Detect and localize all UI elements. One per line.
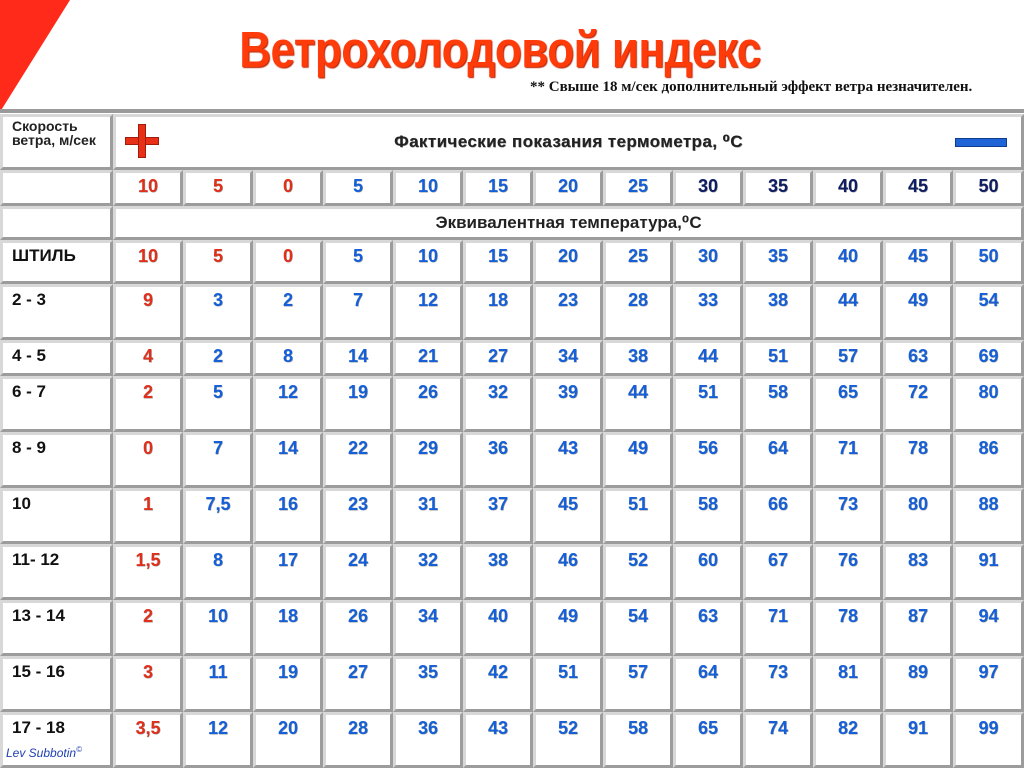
- wind-speed-label: 4 - 5: [0, 340, 113, 376]
- equivalent-temp-cell: 94: [953, 600, 1024, 656]
- temperature-cell: 45: [883, 170, 953, 206]
- equivalent-temp-cell: 36: [393, 712, 463, 768]
- equivalent-temp-cell: 8: [253, 340, 323, 376]
- equivalent-temp-cell: 80: [883, 488, 953, 544]
- equivalent-temp-cell: 69: [953, 340, 1024, 376]
- equivalent-temp-cell: 20: [533, 240, 603, 284]
- equivalent-temp-cell: 16: [253, 488, 323, 544]
- equivalent-temp-cell: 33: [673, 284, 743, 340]
- equivalent-temp-cell: 12: [393, 284, 463, 340]
- wind-speed-label: 6 - 7: [0, 376, 113, 432]
- equivalent-temp-cell: 51: [673, 376, 743, 432]
- equivalent-temp-cell: 1,5: [113, 544, 183, 600]
- equivalent-temp-cell: 42: [463, 656, 533, 712]
- equivalent-temp-cell: 21: [393, 340, 463, 376]
- temperature-cell: 15: [463, 170, 533, 206]
- equivalent-temp-cell: 2: [183, 340, 253, 376]
- temperature-cell: 10: [113, 170, 183, 206]
- equivalent-temp-cell: 51: [743, 340, 813, 376]
- equivalent-temp-cell: 31: [393, 488, 463, 544]
- equivalent-temp-cell: 10: [113, 240, 183, 284]
- equivalent-temp-cell: 19: [253, 656, 323, 712]
- wind-speed-header: Скорость ветра, м/сек: [0, 114, 113, 170]
- equivalent-temp-cell: 17: [253, 544, 323, 600]
- equivalent-temp-cell: 25: [603, 240, 673, 284]
- equivalent-temp-cell: 49: [603, 432, 673, 488]
- equivalent-temp-cell: 5: [323, 240, 393, 284]
- equivalent-temp-cell: 7: [323, 284, 393, 340]
- equivalent-temp-cell: 35: [393, 656, 463, 712]
- thermometer-header: [113, 114, 1024, 170]
- wind-speed-label: ШТИЛЬ: [0, 240, 113, 284]
- plus-icon: [125, 124, 159, 158]
- equivalent-temp-cell: 30: [673, 240, 743, 284]
- equivalent-temp-cell: 10: [393, 240, 463, 284]
- header-divider: [0, 109, 1024, 113]
- temperature-cell: 0: [253, 170, 323, 206]
- temperature-cell: 10: [393, 170, 463, 206]
- equivalent-temp-cell: 64: [743, 432, 813, 488]
- table-row: [0, 712, 1024, 768]
- equivalent-temp-cell: 44: [813, 284, 883, 340]
- equivalent-temp-cell: 44: [603, 376, 673, 432]
- equivalent-temp-cell: 14: [323, 340, 393, 376]
- equivalent-temp-cell: 23: [323, 488, 393, 544]
- equivalent-temp-cell: 5: [183, 240, 253, 284]
- wind-speed-label: 8 - 9: [0, 432, 113, 488]
- temperature-cell: 5: [183, 170, 253, 206]
- copyright-mark: ©: [76, 745, 82, 754]
- equivalent-temp-cell: 78: [813, 600, 883, 656]
- equivalent-temp-cell: 51: [603, 488, 673, 544]
- table-row: [0, 284, 1024, 340]
- equivalent-temp-cell: 2: [113, 600, 183, 656]
- temperature-cell: 30: [673, 170, 743, 206]
- equivalent-temp-cell: 29: [393, 432, 463, 488]
- equivalent-temp-cell: 34: [393, 600, 463, 656]
- equivalent-temp-cell: 7,5: [183, 488, 253, 544]
- equivalent-temp-cell: 71: [813, 432, 883, 488]
- temperature-cell: 50: [953, 170, 1024, 206]
- equivalent-temp-cell: 71: [743, 600, 813, 656]
- wind-speed-label: 11- 12: [0, 544, 113, 600]
- equivalent-temp-cell: 22: [323, 432, 393, 488]
- equivalent-temp-cell: 54: [603, 600, 673, 656]
- equivalent-temp-cell: 38: [463, 544, 533, 600]
- wind-chill-table: [0, 114, 1024, 768]
- equivalent-temp-cell: 39: [533, 376, 603, 432]
- equivalent-header: Эквивалентная температура,⁰С: [113, 206, 1024, 240]
- equivalent-temp-cell: 12: [253, 376, 323, 432]
- table-row: [0, 376, 1024, 432]
- equivalent-temp-cell: 87: [883, 600, 953, 656]
- equivalent-temp-cell: 63: [883, 340, 953, 376]
- temperature-cell: 20: [533, 170, 603, 206]
- equivalent-temp-cell: 43: [463, 712, 533, 768]
- equivalent-temp-cell: 23: [533, 284, 603, 340]
- equivalent-temp-cell: 82: [813, 712, 883, 768]
- equivalent-temp-cell: 3,5: [113, 712, 183, 768]
- equivalent-temp-cell: 49: [533, 600, 603, 656]
- table-row: [0, 240, 1024, 284]
- wind-speed-label: 13 - 14: [0, 600, 113, 656]
- equivalent-temp-cell: 3: [113, 656, 183, 712]
- equivalent-temp-cell: 50: [953, 240, 1024, 284]
- equivalent-temp-cell: 64: [673, 656, 743, 712]
- wind-speed-label: 15 - 16: [0, 656, 113, 712]
- equivalent-temp-cell: 81: [813, 656, 883, 712]
- equivalent-temp-cell: 66: [743, 488, 813, 544]
- footer-credit: [6, 745, 82, 760]
- wind-speed-label: 2 - 3: [0, 284, 113, 340]
- equivalent-temp-cell: 32: [393, 544, 463, 600]
- equivalent-temp-cell: 63: [673, 600, 743, 656]
- thermometer-label: Фактические показания термометра, ⁰С: [394, 132, 743, 151]
- minus-icon: [955, 138, 1007, 147]
- equivalent-temp-cell: 54: [953, 284, 1024, 340]
- equivalent-temp-cell: 80: [953, 376, 1024, 432]
- author-name: Lev Subbotin: [6, 746, 77, 760]
- equivalent-temp-cell: 91: [953, 544, 1024, 600]
- wind-note: ** Свыше 18 м/сек дополнительный эффект ветра незначителен.: [530, 79, 973, 95]
- equivalent-row-label: [0, 206, 113, 240]
- equivalent-temp-cell: 2: [113, 376, 183, 432]
- equivalent-temp-cell: 56: [673, 432, 743, 488]
- equivalent-temp-cell: 36: [463, 432, 533, 488]
- equivalent-temp-cell: 28: [603, 284, 673, 340]
- equivalent-temp-cell: 49: [883, 284, 953, 340]
- equivalent-temp-cell: 57: [603, 656, 673, 712]
- equivalent-temp-cell: 74: [743, 712, 813, 768]
- equivalent-temp-cell: 7: [183, 432, 253, 488]
- equivalent-temp-cell: 35: [743, 240, 813, 284]
- equivalent-temp-cell: 78: [883, 432, 953, 488]
- equivalent-header-row: [0, 206, 1024, 240]
- equivalent-temp-cell: 44: [673, 340, 743, 376]
- equivalent-temp-cell: 57: [813, 340, 883, 376]
- equivalent-temp-cell: 99: [953, 712, 1024, 768]
- equivalent-temp-cell: 58: [603, 712, 673, 768]
- equivalent-temp-cell: 52: [603, 544, 673, 600]
- temperature-row: [0, 170, 1024, 206]
- temperature-cell: 40: [813, 170, 883, 206]
- equivalent-temp-cell: 89: [883, 656, 953, 712]
- table-row: [0, 488, 1024, 544]
- equivalent-temp-cell: 45: [533, 488, 603, 544]
- wind-speed-label: 10: [0, 488, 113, 544]
- equivalent-temp-cell: 76: [813, 544, 883, 600]
- equivalent-temp-cell: 97: [953, 656, 1024, 712]
- equivalent-temp-cell: 37: [463, 488, 533, 544]
- equivalent-temp-cell: 0: [253, 240, 323, 284]
- equivalent-temp-cell: 2: [253, 284, 323, 340]
- equivalent-temp-cell: 27: [463, 340, 533, 376]
- equivalent-temp-cell: 1: [113, 488, 183, 544]
- equivalent-temp-cell: 43: [533, 432, 603, 488]
- equivalent-temp-cell: 15: [463, 240, 533, 284]
- table-row: [0, 340, 1024, 376]
- equivalent-temp-cell: 18: [463, 284, 533, 340]
- temperature-cell: 25: [603, 170, 673, 206]
- table-row: [0, 656, 1024, 712]
- temperature-row-label: [0, 170, 113, 206]
- equivalent-temp-cell: 58: [673, 488, 743, 544]
- equivalent-temp-cell: 14: [253, 432, 323, 488]
- equivalent-temp-cell: 51: [533, 656, 603, 712]
- equivalent-temp-cell: 60: [673, 544, 743, 600]
- equivalent-temp-cell: 10: [183, 600, 253, 656]
- table-row: [0, 600, 1024, 656]
- equivalent-temp-cell: 65: [813, 376, 883, 432]
- equivalent-temp-cell: 32: [463, 376, 533, 432]
- equivalent-temp-cell: 28: [323, 712, 393, 768]
- equivalent-temp-cell: 9: [113, 284, 183, 340]
- equivalent-temp-cell: 18: [253, 600, 323, 656]
- equivalent-temp-cell: 24: [323, 544, 393, 600]
- equivalent-temp-cell: 34: [533, 340, 603, 376]
- equivalent-temp-cell: 45: [883, 240, 953, 284]
- equivalent-temp-cell: 86: [953, 432, 1024, 488]
- equivalent-temp-cell: 20: [253, 712, 323, 768]
- wind-speed-label: 17 - 18: [0, 712, 113, 768]
- equivalent-temp-cell: 0: [113, 432, 183, 488]
- equivalent-temp-cell: 11: [183, 656, 253, 712]
- equivalent-temp-cell: 73: [743, 656, 813, 712]
- equivalent-temp-cell: 27: [323, 656, 393, 712]
- equivalent-temp-cell: 38: [743, 284, 813, 340]
- temperature-cell: 5: [323, 170, 393, 206]
- table-row: [0, 544, 1024, 600]
- equivalent-temp-cell: 91: [883, 712, 953, 768]
- equivalent-temp-cell: 58: [743, 376, 813, 432]
- equivalent-temp-cell: 26: [323, 600, 393, 656]
- table-row: [0, 432, 1024, 488]
- thermometer-header-row: [0, 114, 1024, 170]
- equivalent-temp-cell: 40: [813, 240, 883, 284]
- equivalent-temp-cell: 26: [393, 376, 463, 432]
- equivalent-temp-cell: 83: [883, 544, 953, 600]
- equivalent-temp-cell: 4: [113, 340, 183, 376]
- page-title: Ветрохолодовой индекс: [239, 22, 761, 79]
- equivalent-temp-cell: 67: [743, 544, 813, 600]
- equivalent-temp-cell: 3: [183, 284, 253, 340]
- equivalent-temp-cell: 88: [953, 488, 1024, 544]
- equivalent-temp-cell: 72: [883, 376, 953, 432]
- equivalent-temp-cell: 8: [183, 544, 253, 600]
- temperature-cell: 35: [743, 170, 813, 206]
- equivalent-temp-cell: 19: [323, 376, 393, 432]
- equivalent-temp-cell: 46: [533, 544, 603, 600]
- equivalent-temp-cell: 52: [533, 712, 603, 768]
- equivalent-temp-cell: 12: [183, 712, 253, 768]
- equivalent-temp-cell: 5: [183, 376, 253, 432]
- equivalent-temp-cell: 40: [463, 600, 533, 656]
- equivalent-temp-cell: 65: [673, 712, 743, 768]
- equivalent-temp-cell: 73: [813, 488, 883, 544]
- equivalent-temp-cell: 38: [603, 340, 673, 376]
